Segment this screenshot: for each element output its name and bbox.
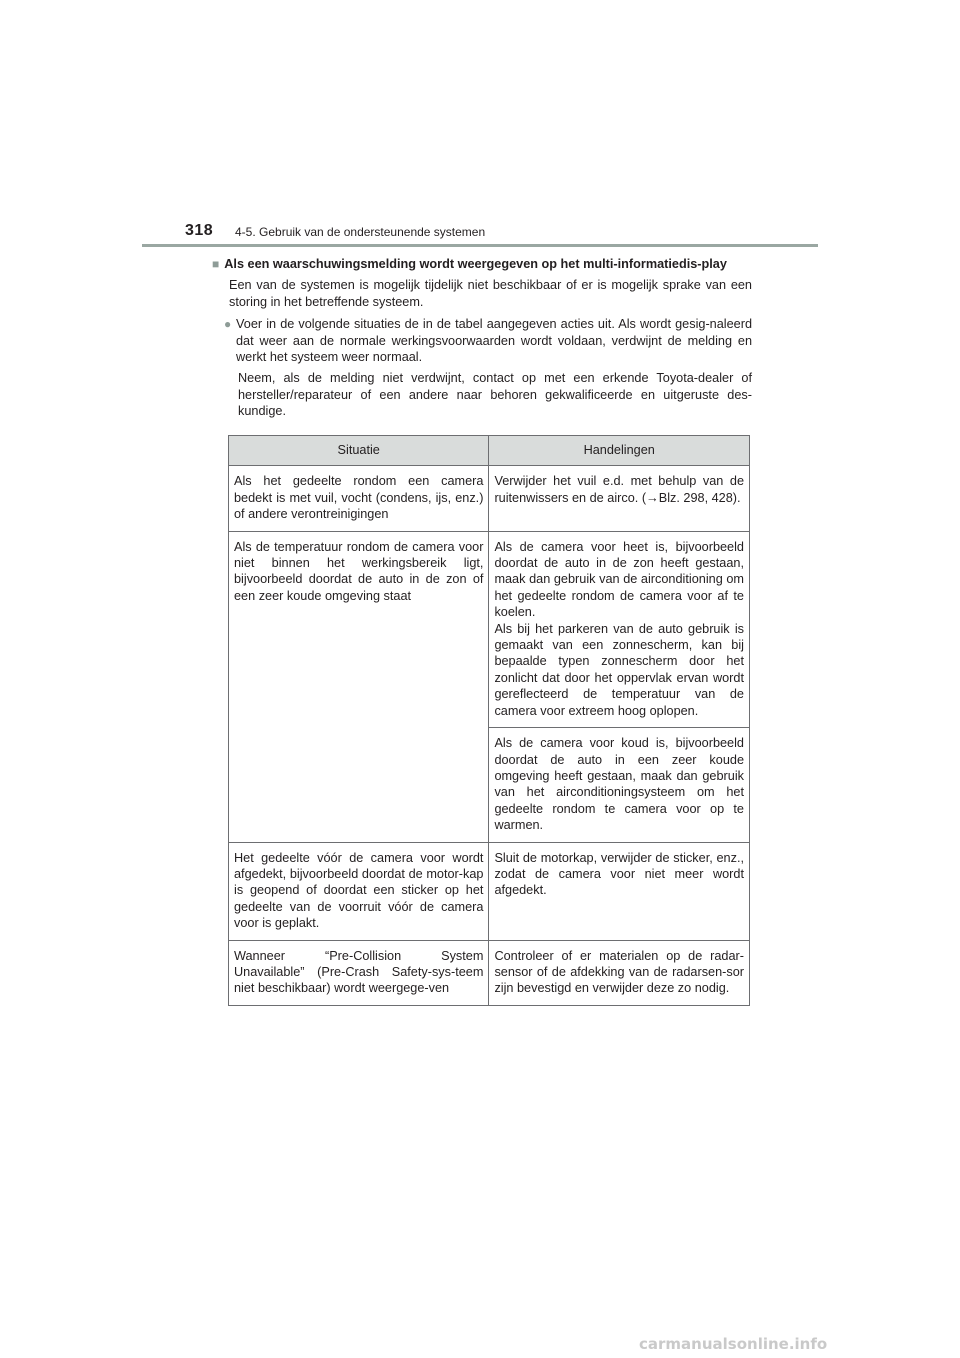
intro-paragraph: Een van de systemen is mogelijk tijdelijk niet beschikbaar of er is mogelijk sprake van een storing in het betreffende systeem. bbox=[229, 278, 752, 309]
table-header-row bbox=[229, 436, 750, 466]
table-row bbox=[229, 466, 750, 531]
column-header-actions: Handelingen bbox=[489, 436, 750, 466]
header-divider bbox=[142, 244, 818, 247]
bullet-text: Voer in de volgende situaties de in de tabel aangegeven acties uit. Als wordt gesig-naleerd dat weer aan de normale werkingsvoorwaarden wordt voldaan, verdwijnt de melding en werkt het systeem weer normaal. bbox=[236, 317, 752, 365]
column-header-situation: Situatie bbox=[229, 436, 489, 466]
page-number: 318 bbox=[185, 222, 214, 239]
section-heading bbox=[212, 256, 752, 272]
action-cell: Controleer of er materialen op de radar-sensor of de afdekking van de radarsen-sor zijn bevestigd en verwijder deze zo nodig. bbox=[489, 940, 750, 1005]
action-cell: Als de camera voor koud is, bijvoorbeeld doordat de auto in een zeer koude omgeving heeft gestaan, maak dan gebruik van het airconditioningsysteem om het gedeelte rondom te camera voor op te warmen. bbox=[489, 728, 750, 842]
action-cell: Verwijder het vuil e.d. met behulp van de ruitenwissers en de airco. (→Blz. 298, 428). bbox=[489, 466, 750, 531]
watermark: carmanualsonline.info bbox=[639, 1335, 828, 1353]
circle-bullet-icon: ● bbox=[224, 317, 232, 332]
situation-cell: Het gedeelte vóór de camera voor wordt afgedekt, bijvoorbeeld doordat de motor-kap is geopend of doordat een sticker op het gedeelte van de voorruit vóór de camera voor is geplakt. bbox=[229, 842, 489, 940]
action-cell: Als de camera voor heet is, bijvoorbeeld doordat de auto in de zon heeft gestaan, maak dan gebruik van de airconditioning om het gedeelte rondom de camera voor af te koelen. Als bij het parkeren van de auto gebruik is gemaakt van een zonnescherm, kan bij bepaalde typen zonnescherm door het zonlicht dat door het oppervlak ervan wordt gereflecteerd de temperatuur van de camera voor extreem hoog oplopen. bbox=[489, 531, 750, 727]
situation-cell: Als het gedeelte rondom een camera bedekt is met vuil, vocht (condens, ijs, enz.) of andere verontreinigingen bbox=[229, 466, 489, 531]
table-row bbox=[229, 531, 750, 727]
section-title: 4-5. Gebruik van de ondersteunende systemen bbox=[235, 225, 486, 239]
square-bullet-icon: ■ bbox=[212, 257, 220, 271]
heading-text: Als een waarschuwingsmelding wordt weergegeven op het multi-informatiedis-play bbox=[224, 257, 727, 271]
situations-table bbox=[228, 435, 750, 1006]
situation-cell: Wanneer “Pre-Collision System Unavailable” (Pre-Crash Safety-sys-teem niet beschikbaar) wordt weergege-ven bbox=[229, 940, 489, 1005]
table-row bbox=[229, 940, 750, 1005]
content-block bbox=[212, 256, 752, 420]
situation-cell: Als de temperatuur rondom de camera voor niet binnen het werkingsbereik ligt, bijvoorbeeld doordat de auto in de zon of een zeer koude omgeving staat bbox=[229, 531, 489, 842]
table-row bbox=[229, 842, 750, 940]
bullet-note: Neem, als de melding niet verdwijnt, contact op met een erkende Toyota-dealer of hersteller/reparateur of een andere naar behoren gekwalificeerde en uitgeruste des-kundige. bbox=[238, 371, 752, 419]
action-cell: Sluit de motorkap, verwijder de sticker, enz., zodat de camera voor niet meer wordt afgedekt. bbox=[489, 842, 750, 940]
bullet-item bbox=[226, 316, 752, 365]
